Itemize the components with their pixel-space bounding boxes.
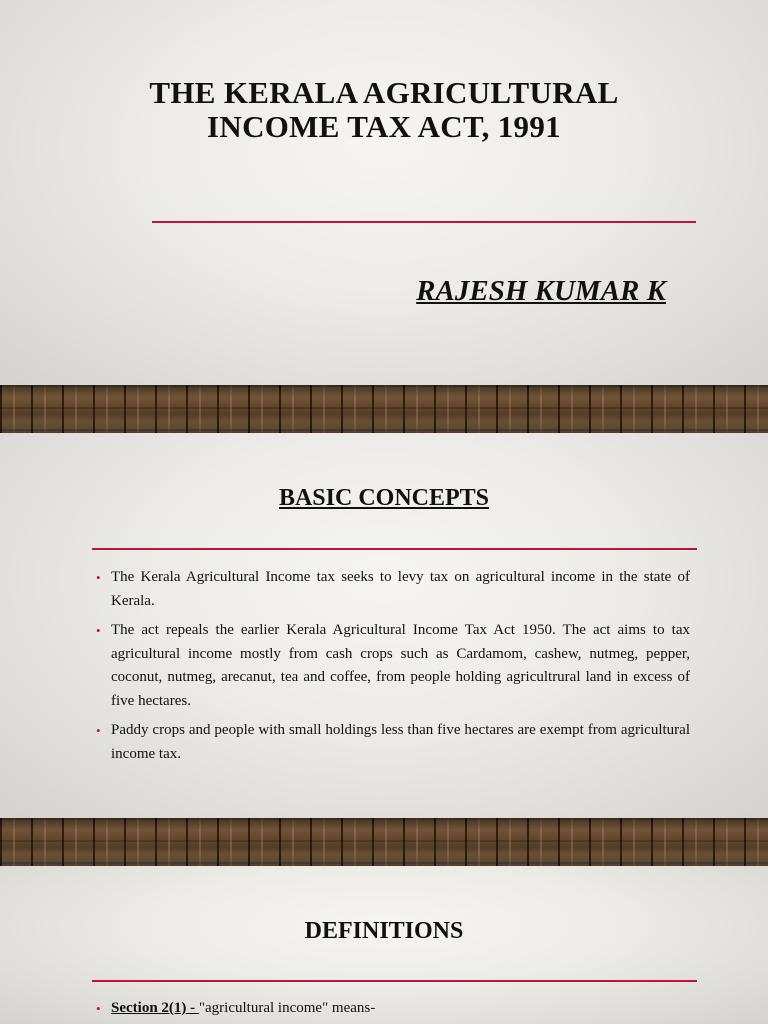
title-slide [0,0,768,385]
list-item [96,566,690,613]
bullet-icon: • [96,623,101,638]
bullet-text: Paddy crops and people with small holdings less than five hectares are exempt from agricultural income tax. [111,722,690,762]
list-item [96,997,690,1021]
wood-floor-separator [0,818,768,866]
presentation-title [0,76,768,144]
bullet-text: The Kerala Agricultural Income tax seeks to levy tax on agricultural income in the state of Kerala. [111,569,690,609]
title-line-1: THE KERALA AGRICULTURAL [149,75,619,110]
list-item [96,719,690,766]
section-reference: Section 2(1) - [111,1000,199,1016]
list-item [96,619,690,713]
section-heading-basic-concepts: BASIC CONCEPTS [278,485,490,511]
definitions-slide [0,866,768,1024]
basic-concepts-slide [0,433,768,818]
bullet-icon: • [96,570,101,585]
bullet-list [96,997,690,1024]
bullet-text: "agricultural income" means- [198,1000,376,1016]
bullet-icon: • [96,1001,101,1016]
bullet-icon: • [96,723,101,738]
wood-floor-separator [0,385,768,433]
section-divider [92,548,697,550]
bullet-text: The act repeals the earlier Kerala Agricultural Income Tax Act 1950. The act aims to tax agricultural income mostly from cash crops such as Cardamom, cashew, nutmeg, pepper, coconut, nutmeg, arecanut, tea and coffee, from people holding agricultrural land in excess of five hectares. [111,622,690,709]
title-line-2: INCOME TAX ACT, 1991 [207,109,561,144]
author-name: RAJESH KUMAR K [416,275,666,307]
section-heading-definitions: DEFINITIONS [304,918,464,944]
title-divider [152,221,696,223]
bullet-list [96,566,690,772]
section-divider [92,980,697,982]
